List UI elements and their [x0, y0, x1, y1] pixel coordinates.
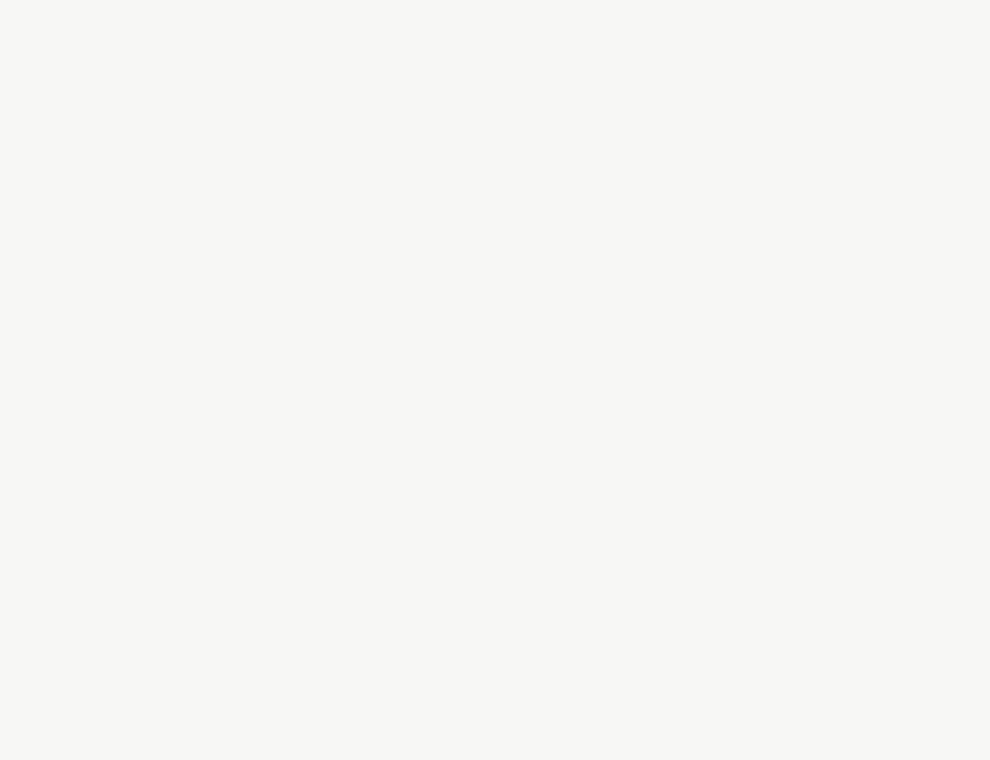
transmit-panel-title	[540, 48, 914, 78]
alarm-diagram-container	[89, 93, 463, 693]
transmit-panel	[540, 48, 914, 693]
alarm-panel	[89, 48, 463, 693]
alarm-panel-title	[89, 48, 463, 78]
transmit-diagram-container	[540, 93, 914, 693]
